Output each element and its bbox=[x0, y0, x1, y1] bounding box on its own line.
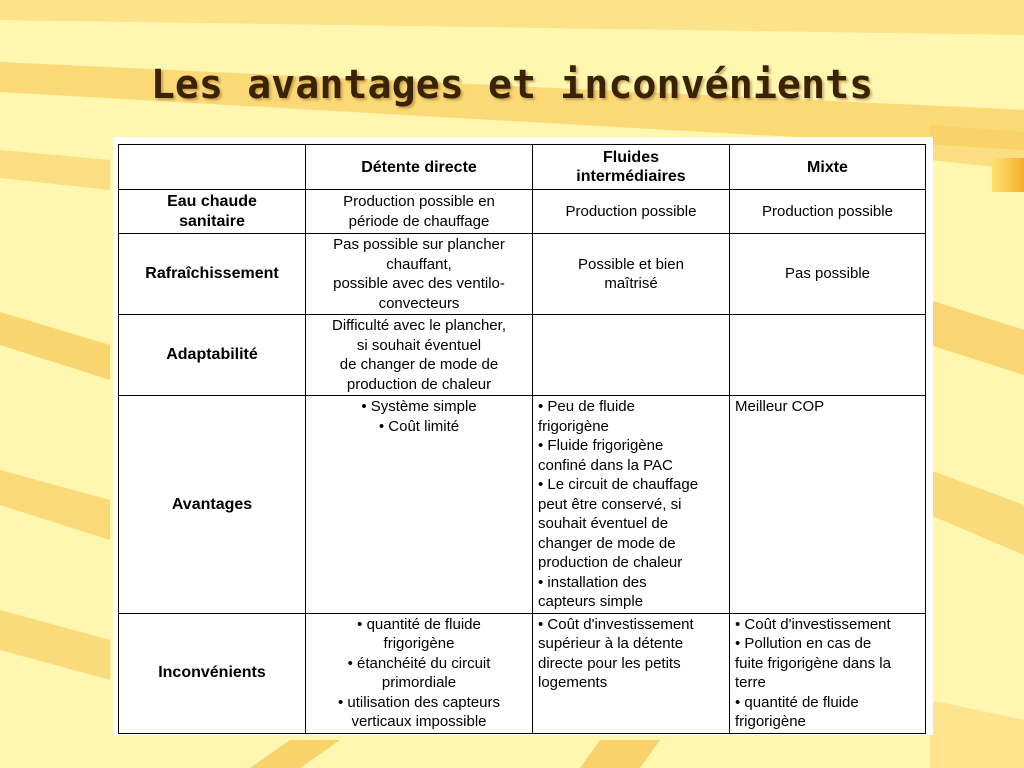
header-corner bbox=[119, 145, 306, 190]
cell-avantages-fluides bbox=[533, 396, 730, 614]
cell-line: logements bbox=[538, 674, 608, 691]
table-row-avantages bbox=[119, 396, 926, 614]
cell-line: chauffant, bbox=[386, 255, 452, 273]
cell-eau-fluides: Production possible bbox=[533, 190, 730, 234]
cell-line: Difficulté avec le plancher, bbox=[332, 317, 506, 334]
cell-inconvenients-detente bbox=[306, 613, 533, 733]
cell-line: verticaux impossible bbox=[351, 713, 487, 730]
cell-rafraichissement-detente bbox=[306, 234, 533, 315]
cell-line: • Peu de fluide bbox=[538, 398, 635, 415]
cell-line: frigorigène bbox=[383, 635, 455, 652]
cell-line: • utilisation des capteurs bbox=[337, 693, 500, 711]
cell-line: • quantité de fluide bbox=[735, 693, 859, 711]
cell-line: possible avec des ventilo- bbox=[333, 275, 505, 292]
cell-line: fuite frigorigène dans la bbox=[735, 654, 891, 672]
cell-eau-mixte: Production possible bbox=[730, 190, 926, 234]
header-fluides-intermediaires bbox=[533, 145, 730, 190]
cell-line: • Fluide frigorigène bbox=[538, 437, 664, 454]
cell-avantages-mixte: Meilleur COP bbox=[730, 396, 926, 614]
cell-rafraichissement-mixte: Pas possible bbox=[730, 234, 926, 315]
cell-inconvenients-fluides bbox=[533, 613, 730, 733]
cell-line: Possible et bien bbox=[578, 255, 684, 273]
header-mixte: Mixte bbox=[730, 145, 926, 190]
cell-line: supérieur à la détente bbox=[538, 635, 684, 652]
cell-line: • Coût d'investissement bbox=[538, 615, 694, 633]
cell-avantages-detente bbox=[306, 396, 533, 614]
cell-line: • installation des bbox=[538, 573, 647, 591]
cell-line: • étanchéité du circuit bbox=[347, 654, 491, 672]
slide-title: Les avantages et inconvénients bbox=[150, 62, 874, 108]
cell-line: Production possible en bbox=[343, 193, 495, 210]
cell-line: convecteurs bbox=[378, 294, 460, 312]
row-label-eau-chaude bbox=[119, 190, 306, 234]
cell-line: terre bbox=[735, 674, 766, 691]
cell-line: production de chaleur bbox=[346, 375, 492, 393]
cell-line: souhait éventuel de bbox=[538, 515, 669, 532]
row-label-inconvenients: Inconvénients bbox=[119, 613, 306, 733]
row-label-line: sanitaire bbox=[179, 212, 245, 230]
cell-line: maîtrisé bbox=[604, 275, 658, 292]
cell-line: • Le circuit de chauffage bbox=[538, 476, 699, 493]
cell-adaptabilite-fluides bbox=[533, 315, 730, 396]
cell-line: primordiale bbox=[381, 674, 457, 691]
cell-adaptabilite-detente bbox=[306, 315, 533, 396]
cell-line: peut être conservé, si bbox=[538, 495, 682, 513]
header-detente-directe: Détente directe bbox=[306, 145, 533, 190]
cell-line: • Pollution en cas de bbox=[735, 635, 872, 652]
cell-line: production de chaleur bbox=[538, 554, 683, 571]
table-row-eau-chaude bbox=[119, 190, 926, 234]
cell-line: • Coût limité bbox=[378, 417, 460, 435]
cell-line: capteurs simple bbox=[538, 593, 644, 610]
header-line: intermédiaires bbox=[576, 168, 686, 185]
table-row-adaptabilite bbox=[119, 315, 926, 396]
cell-rafraichissement-fluides bbox=[533, 234, 730, 315]
cell-line: directe pour les petits bbox=[538, 654, 681, 672]
cell-adaptabilite-mixte bbox=[730, 315, 926, 396]
row-label-avantages: Avantages bbox=[119, 396, 306, 614]
cell-line: si souhait éventuel bbox=[356, 336, 482, 354]
row-label-line: Eau chaude bbox=[167, 193, 257, 210]
cell-line: • quantité de fluide bbox=[357, 615, 481, 633]
cell-eau-detente bbox=[306, 190, 533, 234]
table-panel bbox=[113, 137, 933, 735]
table-row-rafraichissement bbox=[119, 234, 926, 315]
decorative-side-tab bbox=[992, 158, 1024, 192]
header-line: Fluides bbox=[602, 149, 659, 166]
table-row-inconvenients bbox=[119, 613, 926, 733]
cell-line: frigorigène bbox=[735, 713, 806, 730]
cell-line: Pas possible sur plancher bbox=[333, 236, 505, 253]
cell-line: • Système simple bbox=[361, 398, 477, 415]
cell-line: confiné dans la PAC bbox=[538, 456, 673, 474]
cell-line: de changer de mode de bbox=[339, 356, 499, 373]
comparison-table bbox=[118, 144, 926, 734]
table-header-row bbox=[119, 145, 926, 190]
cell-line: • Coût d'investissement bbox=[735, 615, 891, 633]
cell-line: période de chauffage bbox=[348, 212, 490, 230]
cell-line: changer de mode de bbox=[538, 534, 676, 552]
row-label-rafraichissement: Rafraîchissement bbox=[119, 234, 306, 315]
cell-inconvenients-mixte bbox=[730, 613, 926, 733]
row-label-adaptabilite: Adaptabilité bbox=[119, 315, 306, 396]
cell-line: frigorigène bbox=[538, 417, 609, 435]
